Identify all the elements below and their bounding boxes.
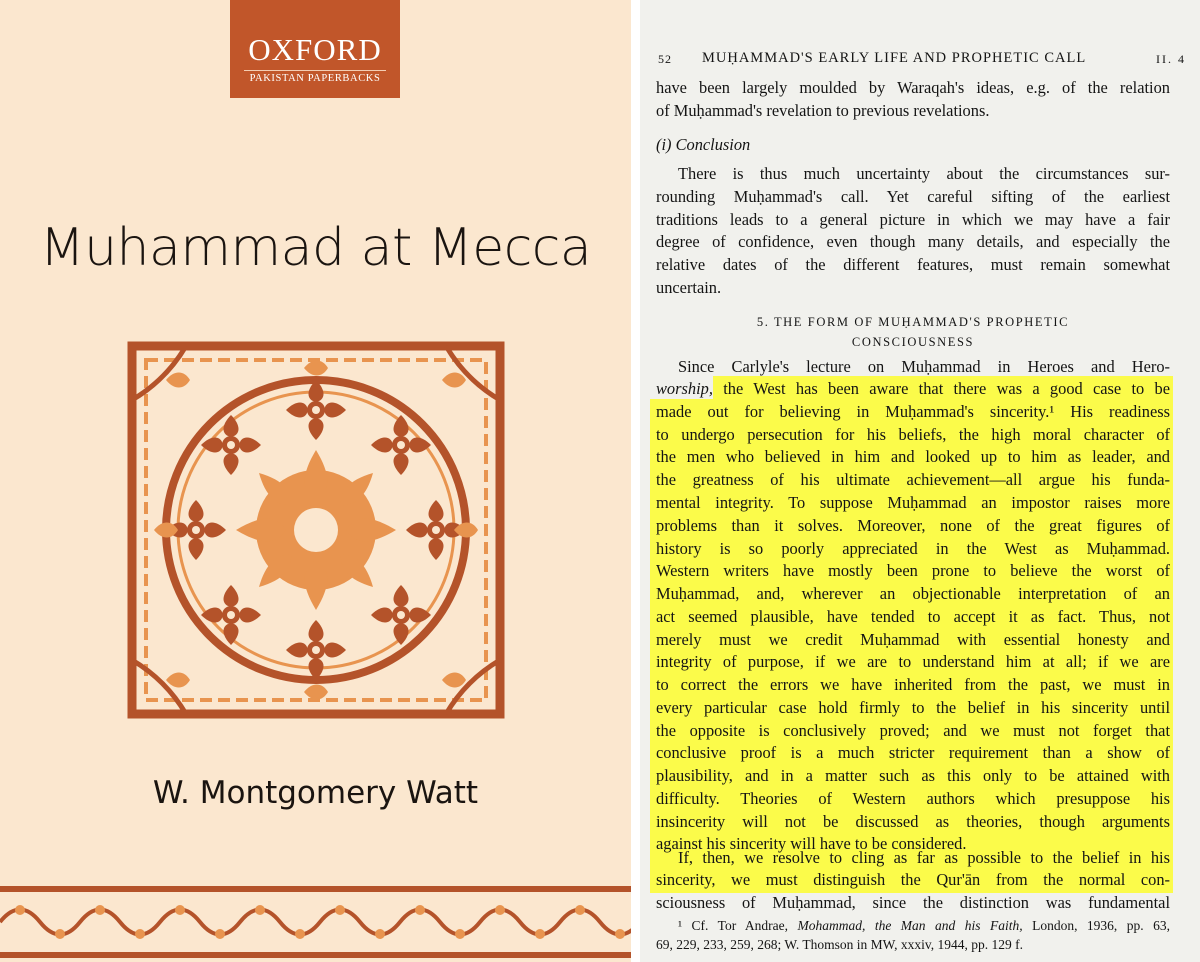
running-head-title: MUḤAMMAD'S EARLY LIFE AND PROPHETIC CALL (702, 50, 1087, 66)
footnote-text: Cf. Tor Andrae, (682, 918, 798, 933)
footnote-title: Mohammad, the Man and his Faith, (797, 918, 1023, 933)
ornament-illustration (126, 340, 506, 720)
body-line: difficulty. Theories of Western authors which presuppose his (656, 789, 1170, 808)
body-line-text: the West has been aware that there was a good case to be (712, 379, 1170, 398)
page-number: 52 (658, 52, 672, 66)
body-line: against his sincerity will have to be considered. (656, 834, 967, 853)
para2-line: sincerity, we must distinguish the Qur'ān from the normal con- (656, 870, 1170, 889)
footnote-marker: ¹ (678, 918, 683, 933)
section-heading-line: 5. THE FORM OF MUḤAMMAD'S PROPHETIC (756, 315, 1070, 329)
conclusion-line: rounding Muḥammad's call. Yet careful sifting of the earliest (656, 187, 1170, 206)
body-line (678, 355, 1170, 378)
subsection-heading: (i) Conclusion (656, 135, 751, 154)
chapter-ref: II. 4 (1156, 52, 1186, 66)
body-line: every particular case hold firmly to the belief in his sincerity until (656, 698, 1170, 717)
conclusion-line: relative dates of the different features, must remain somewhat (656, 255, 1170, 274)
footnote-text: London, 1936, pp. 63, (1022, 918, 1170, 933)
conclusion-line: traditions leads to a general picture in which we may have a fair (656, 210, 1170, 229)
body-line: mental integrity. To suppose Muḥammad an impostor raises more (656, 493, 1170, 512)
body-line: act seemed plausible, have tended to accept it as fact. Thus, not (656, 607, 1170, 626)
body-line-text: Since Carlyle's lecture on Muḥammad in Heroes and Hero- (678, 357, 1170, 376)
body-line: Muḥammad, and, wherever an objectionable interpretation of an (656, 584, 1170, 603)
publisher-series: PAKISTAN PAPERBACKS (249, 73, 381, 84)
section-heading-line: CONSCIOUSNESS (851, 335, 975, 349)
body-line: Western writers have mostly been prone to believe the worst of (656, 561, 1170, 580)
running-head (658, 50, 1186, 70)
body-line: the greatness of his ultimate achievement—all argue his funda- (656, 470, 1170, 489)
body-line: insincerity will not be discussed as theories, though arguments (656, 812, 1170, 831)
body-line: conclusive proof is a much stricter requirement than a show of (656, 743, 1170, 762)
body-line: the opposite is conclusively proved; and we must not forget that (656, 721, 1170, 740)
body-line: plausibility, and in a matter such as this only to be attained with (656, 766, 1170, 785)
book-page (640, 0, 1200, 962)
book-author: W. Montgomery Watt (152, 775, 479, 811)
para2-line: sciousness of Muḥammad, since the distinction was fundamental (656, 893, 1170, 912)
conclusion-line: uncertain. (656, 278, 722, 297)
intro-line: have been largely moulded by Waraqah's ideas, e.g. of the relation (656, 78, 1170, 97)
conclusion-line: degree of confidence, even though many details, and especially the (656, 232, 1170, 251)
body-line: integrity of purpose, if we are to understand him at all; if we are (656, 652, 1170, 671)
body-line: to correct the errors we have inherited from the past, we must in (656, 675, 1170, 694)
decorative-border-strip (0, 882, 631, 962)
badge-rule (244, 70, 386, 71)
body-line: history is so poorly appreciated in the West as Muḥammad. (656, 539, 1170, 558)
publisher-logo: OXFORD (248, 32, 382, 67)
body-line: to undergo persecution for his beliefs, the high moral character of (656, 425, 1170, 444)
body-line: problems than it solves. Moreover, none of the great figures of (656, 516, 1170, 535)
para2-line: If, then, we resolve to cling as far as possible to the belief in his (678, 848, 1170, 867)
page-divider (631, 0, 640, 962)
intro-line: of Muḥammad's revelation to previous revelations. (656, 101, 990, 120)
body-line (656, 377, 1170, 400)
conclusion-line: There is thus much uncertainty about the circumstances sur- (678, 164, 1170, 183)
footnote-line (678, 917, 1170, 935)
footnote-line: 69, 229, 233, 259, 268; W. Thomson in MW, xxxiv, 1944, pp. 129 f. (656, 937, 1024, 952)
body-italic-text: worship, (656, 379, 713, 398)
publisher-badge (230, 0, 400, 98)
book-title: Muhammad at Mecca (39, 218, 592, 278)
body-line: the men who believed in him and looked up to him as leader, and (656, 447, 1170, 466)
body-line: merely must we credit Muḥammad with essential honesty and (656, 630, 1170, 649)
body-line: made out for believing in Muḥammad's sincerity.¹ His readiness (656, 402, 1170, 421)
